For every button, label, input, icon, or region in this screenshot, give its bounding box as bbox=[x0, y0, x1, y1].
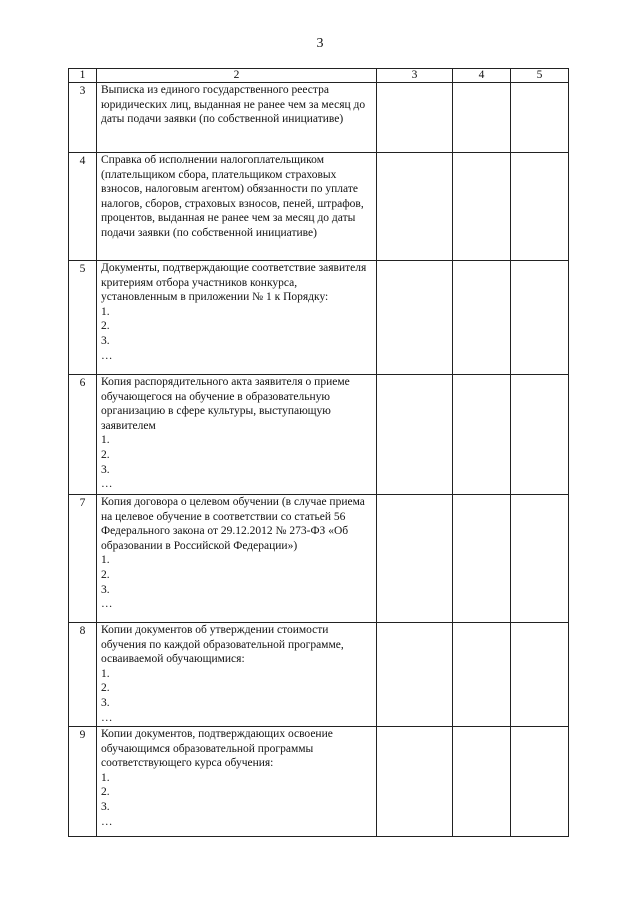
row-number: 3 bbox=[69, 83, 97, 153]
row-text: Копия договора о целевом обучении (в случае приема на целевое обучение в соответствии со статьей 56 Федерального закона от 29.12.2012 № 273-ФЗ «Об образовании в Российской Федерации») bbox=[101, 496, 365, 552]
column-header: 4 bbox=[453, 69, 511, 83]
table-row bbox=[69, 153, 569, 261]
column-header: 2 bbox=[97, 69, 377, 83]
list-item: 2. bbox=[101, 682, 110, 695]
documents-table bbox=[68, 68, 569, 837]
list-item: … bbox=[101, 815, 113, 828]
row-text: Копии документов, подтверждающих освоение обучающимся образовательной программы соответствующего курса обучения: bbox=[101, 728, 333, 770]
row-text: Выписка из единого государственного реестра юридических лиц, выданная не ранее чем за месяц до даты подачи заявки (по собственной инициативе) bbox=[101, 84, 366, 126]
column-header: 5 bbox=[511, 69, 569, 83]
row-number: 4 bbox=[69, 153, 97, 261]
empty-cell bbox=[511, 83, 569, 153]
list-item: 1. bbox=[101, 305, 110, 318]
list-item: 2. bbox=[101, 320, 110, 333]
empty-cell bbox=[377, 495, 453, 623]
list-item: 2. bbox=[101, 786, 110, 799]
list-item: 1. bbox=[101, 434, 110, 447]
empty-cell bbox=[453, 83, 511, 153]
row-number: 6 bbox=[69, 375, 97, 495]
empty-cell bbox=[453, 375, 511, 495]
list-item: 3. bbox=[101, 800, 110, 813]
list-item: … bbox=[101, 598, 113, 611]
empty-cell bbox=[511, 261, 569, 375]
row-description bbox=[97, 261, 377, 375]
table-row bbox=[69, 495, 569, 623]
empty-cell bbox=[511, 727, 569, 837]
empty-cell bbox=[377, 83, 453, 153]
empty-cell bbox=[453, 727, 511, 837]
row-text: Копии документов об утверждении стоимости обучения по каждой образовательной программе, осваиваемой обучающимися: bbox=[101, 624, 344, 666]
row-text: Копия распорядительного акта заявителя о приеме обучающегося на обучение в образовательную организацию в сфере культуры, выступающую заявителем bbox=[101, 376, 350, 432]
empty-cell bbox=[511, 623, 569, 727]
header-row bbox=[69, 69, 569, 83]
empty-cell bbox=[511, 375, 569, 495]
row-description bbox=[97, 153, 377, 261]
empty-cell bbox=[453, 261, 511, 375]
row-description bbox=[97, 623, 377, 727]
row-text: Документы, подтверждающие соответствие заявителя критериям отбора участников конкурса, установленным в приложении № 1 к Порядку: bbox=[101, 262, 367, 304]
row-number: 8 bbox=[69, 623, 97, 727]
table-row bbox=[69, 261, 569, 375]
list-item: 3. bbox=[101, 583, 110, 596]
row-number: 5 bbox=[69, 261, 97, 375]
empty-cell bbox=[377, 153, 453, 261]
row-description bbox=[97, 727, 377, 837]
row-description bbox=[97, 375, 377, 495]
empty-cell bbox=[377, 727, 453, 837]
table-row bbox=[69, 727, 569, 837]
list-item: … bbox=[101, 711, 113, 724]
list-item: 3. bbox=[101, 334, 110, 347]
list-item: … bbox=[101, 478, 113, 491]
list-item: 2. bbox=[101, 568, 110, 581]
row-number: 9 bbox=[69, 727, 97, 837]
list-item: 3. bbox=[101, 696, 110, 709]
row-description bbox=[97, 495, 377, 623]
empty-cell bbox=[377, 375, 453, 495]
empty-cell bbox=[453, 153, 511, 261]
table-row bbox=[69, 623, 569, 727]
table-row bbox=[69, 375, 569, 495]
empty-cell bbox=[453, 623, 511, 727]
empty-cell bbox=[511, 153, 569, 261]
list-item: 1. bbox=[101, 667, 110, 680]
empty-cell bbox=[377, 261, 453, 375]
row-text: Справка об исполнении налогоплательщиком (плательщиком сбора, плательщиком страховых взносов, налоговым агентом) обязанности по уплате налогов, сборов, страховых взносов, пеней, штрафов, процентов, выданная не ранее чем за месяц до даты подачи заявки (по собственной инициативе) bbox=[101, 154, 364, 239]
list-item: … bbox=[101, 349, 113, 362]
empty-cell bbox=[511, 495, 569, 623]
list-item: 2. bbox=[101, 448, 110, 461]
page-number: 3 bbox=[316, 36, 324, 51]
list-item: 3. bbox=[101, 463, 110, 476]
row-description bbox=[97, 83, 377, 153]
list-item: 1. bbox=[101, 771, 110, 784]
list-item: 1. bbox=[101, 554, 110, 567]
table-row bbox=[69, 83, 569, 153]
empty-cell bbox=[453, 495, 511, 623]
column-header: 3 bbox=[377, 69, 453, 83]
empty-cell bbox=[377, 623, 453, 727]
column-header: 1 bbox=[69, 69, 97, 83]
row-number: 7 bbox=[69, 495, 97, 623]
